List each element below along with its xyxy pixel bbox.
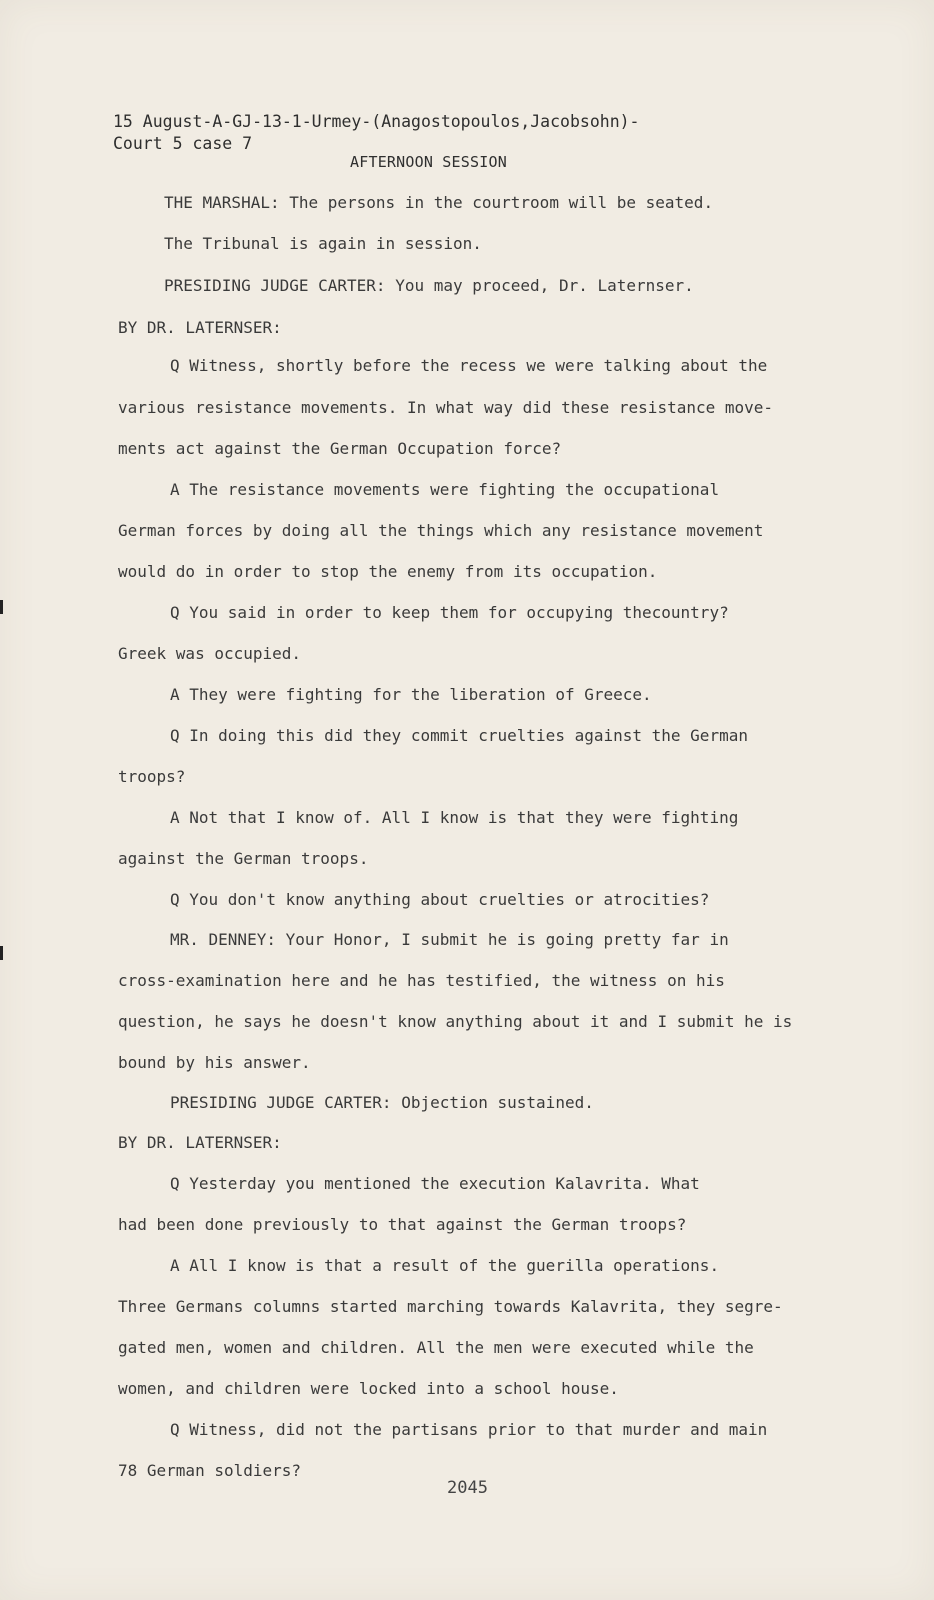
transcript-line: women, and children were locked into a school house.	[118, 1379, 619, 1398]
transcript-line: 78 German soldiers?	[118, 1461, 302, 1480]
transcript-line: Q Witness, shortly before the recess we were talking about the	[170, 356, 768, 375]
margin-mark	[0, 946, 3, 960]
transcript-line: would do in order to stop the enemy from its occupation.	[118, 562, 658, 581]
transcript-line: Q You said in order to keep them for occupying thecountry?	[170, 603, 729, 622]
transcript-line: Greek was occupied.	[118, 644, 302, 663]
transcript-line: German forces by doing all the things which any resistance movement	[118, 521, 764, 540]
transcript-line: Q Witness, did not the partisans prior to that murder and main	[170, 1420, 768, 1439]
session-title: AFTERNOON SESSION	[350, 153, 507, 171]
transcript-line: Q In doing this did they commit cruelties against the German	[170, 726, 748, 745]
transcript-line: The Tribunal is again in session.	[164, 234, 482, 253]
transcript-line: bound by his answer.	[118, 1053, 311, 1072]
transcript-line: PRESIDING JUDGE CARTER: You may proceed, Dr. Laternser.	[164, 276, 694, 295]
transcript-line: THE MARSHAL: The persons in the courtroom will be seated.	[164, 193, 714, 212]
transcript-line: Q Yesterday you mentioned the execution Kalavrita. What	[170, 1174, 700, 1193]
transcript-line: various resistance movements. In what way did these resistance move-	[118, 398, 774, 417]
transcript-line: against the German troops.	[118, 849, 369, 868]
transcript-line: had been done previously to that against the German troops?	[118, 1215, 687, 1234]
transcript-line: PRESIDING JUDGE CARTER: Objection sustained.	[170, 1093, 594, 1112]
transcript-line: A Not that I know of. All I know is that they were fighting	[170, 808, 739, 827]
transcript-line: troops?	[118, 767, 186, 786]
header-court-case: Court 5 case 7	[113, 134, 253, 153]
transcript-line: MR. DENNEY: Your Honor, I submit he is going pretty far in	[170, 930, 729, 949]
transcript-line: question, he says he doesn't know anything about it and I submit he is	[118, 1012, 793, 1031]
transcript-line: Q You don't know anything about cruelties or atrocities?	[170, 890, 710, 909]
page-number: 2045	[447, 1478, 488, 1498]
transcript-line: A The resistance movements were fighting the occupational	[170, 480, 720, 499]
transcript-line: Three Germans columns started marching towards Kalavrita, they segre-	[118, 1297, 783, 1316]
transcript-line: A All I know is that a result of the guerilla operations.	[170, 1256, 720, 1275]
transcript-line: gated men, women and children. All the men were executed while the	[118, 1338, 754, 1357]
transcript-line: cross-examination here and he has testified, the witness on his	[118, 971, 725, 990]
transcript-line: BY DR. LATERNSER:	[118, 318, 282, 337]
transcript-line: BY DR. LATERNSER:	[118, 1133, 282, 1152]
margin-mark	[0, 600, 3, 614]
transcript-line: A They were fighting for the liberation of Greece.	[170, 685, 652, 704]
transcript-line: ments act against the German Occupation force?	[118, 439, 562, 458]
header-reference: 15 August-A-GJ-13-1-Urmey-(Anagostopoulos,Jacobsohn)-	[113, 112, 640, 131]
